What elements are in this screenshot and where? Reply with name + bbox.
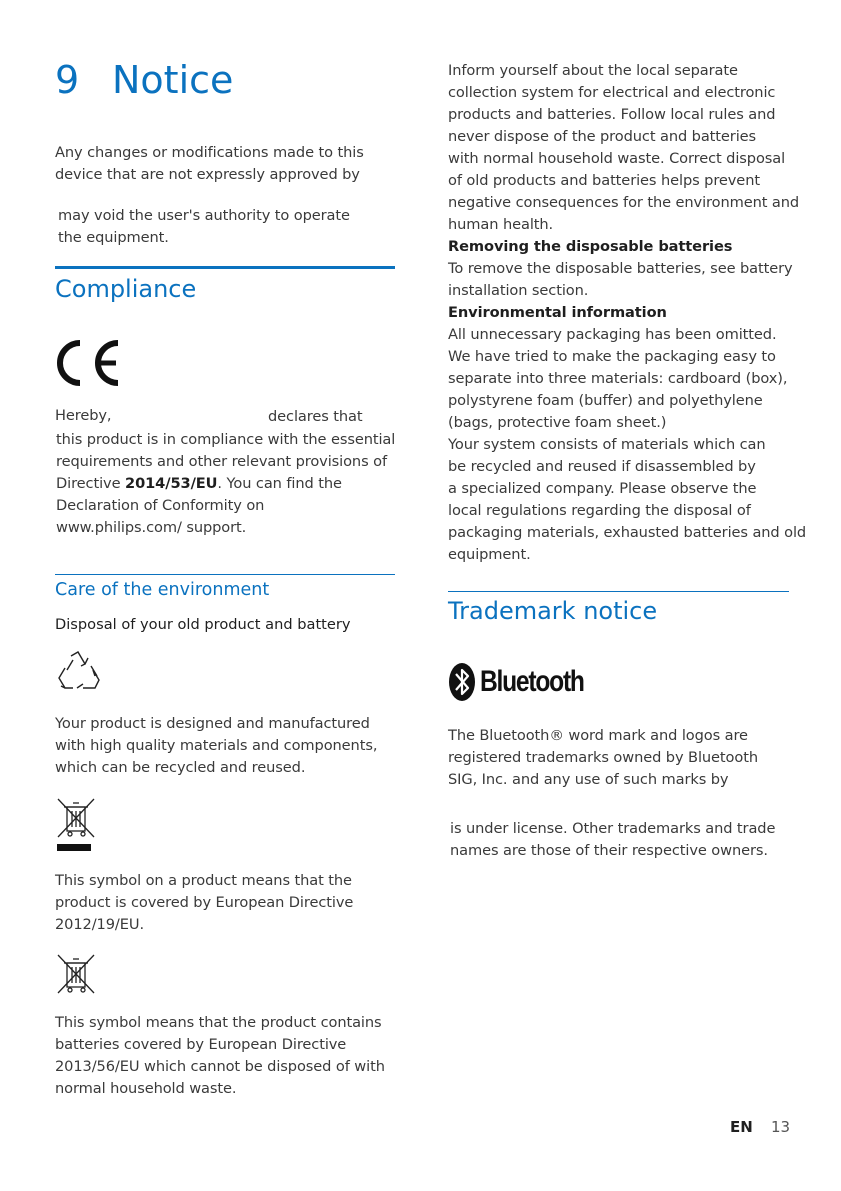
text-line: The Bluetooth® word mark and logos are: [448, 727, 748, 744]
bluetooth-wordmark: Bluetooth: [480, 665, 584, 698]
text-line: equipment.: [448, 546, 531, 563]
environment-heading: Care of the environment: [55, 580, 270, 600]
text-line: packaging materials, exhausted batteries and old: [448, 524, 807, 541]
text-line: negative consequences for the environment and: [448, 194, 800, 211]
trademark-paragraph-cont: [450, 818, 775, 862]
trademark-heading: Trademark notice: [448, 597, 658, 625]
text-line: may void the user's authority to operate: [58, 207, 350, 224]
directive-suffix: . You can find the: [217, 475, 342, 492]
bluetooth-logo: [448, 662, 606, 702]
weee-paragraph: [55, 870, 353, 936]
text-line: (bags, protective foam sheet.): [448, 414, 667, 431]
compliance-declares: declares that: [268, 408, 363, 425]
text-line: Declaration of Conformity on: [56, 497, 265, 514]
text-line: Inform yourself about the local separate: [448, 62, 738, 79]
text-line: the equipment.: [58, 229, 169, 246]
text-line: Your product is designed and manufactured: [55, 715, 370, 732]
text-line: with high quality materials and components,: [55, 737, 378, 754]
ce-mark-icon: [54, 338, 124, 388]
text-line: Any changes or modifications made to this: [55, 144, 364, 161]
recycle-paragraph: [55, 713, 377, 779]
directive-code: 2014/53/EU: [125, 475, 218, 492]
text-line: 2012/19/EU.: [55, 916, 144, 933]
text-line: this product is in compliance with the essential: [56, 431, 396, 448]
text-line: with normal household waste. Correct disposal: [448, 150, 786, 167]
text-line: polystyrene foam (buffer) and polyethylene: [448, 392, 763, 409]
text-line: never dispose of the product and batteries: [448, 128, 757, 145]
text-line: normal household waste.: [55, 1080, 237, 1097]
modifications-notice-cont: [58, 205, 350, 249]
environment-subheading: Disposal of your old product and battery: [55, 616, 351, 633]
text-line: device that are not expressly approved by: [55, 166, 360, 183]
text-line: products and batteries. Follow local rules and: [448, 106, 776, 123]
env-info-heading: Environmental information: [448, 304, 667, 321]
text-line: names are those of their respective owners.: [450, 842, 768, 859]
url-text: www.philips.com/ support.: [56, 519, 247, 536]
recycle-icon: [55, 650, 101, 694]
compliance-hereby: Hereby,: [55, 407, 112, 424]
section-number: 9: [55, 58, 80, 102]
section-divider: [55, 574, 395, 575]
trademark-paragraph: [448, 725, 758, 791]
removing-heading: Removing the disposable batteries: [448, 238, 733, 255]
directive-line: [56, 473, 395, 495]
text-line: batteries covered by European Directive: [55, 1036, 347, 1053]
text-line: a specialized company. Please observe the: [448, 480, 757, 497]
text-line: All unnecessary packaging has been omitted.: [448, 326, 777, 343]
text-line: installation section.: [448, 282, 589, 299]
text-line: requirements and other relevant provisions of: [56, 453, 387, 470]
bluetooth-icon: [448, 662, 476, 702]
page-title: Notice: [112, 58, 234, 102]
text-line: This symbol on a product means that the: [55, 872, 352, 889]
text-line: To remove the disposable batteries, see battery: [448, 260, 793, 277]
inform-paragraph: [448, 60, 806, 566]
language-code: EN: [730, 1118, 753, 1136]
text-line: collection system for electrical and electronic: [448, 84, 776, 101]
modifications-notice: [55, 142, 364, 186]
text-line: SIG, Inc. and any use of such marks by: [448, 771, 729, 788]
battery-paragraph: [55, 1012, 385, 1100]
text-line: is under license. Other trademarks and trade: [450, 820, 776, 837]
text-line: product is covered by European Directive: [55, 894, 354, 911]
section-divider: [55, 266, 395, 269]
battery-crossed-bin-icon: [55, 953, 97, 997]
text-line: We have tried to make the packaging easy to: [448, 348, 776, 365]
compliance-heading: Compliance: [55, 275, 197, 303]
text-line: 2013/56/EU which cannot be disposed of with: [55, 1058, 385, 1075]
text-line: Your system consists of materials which can: [448, 436, 766, 453]
text-line: separate into three materials: cardboard (box),: [448, 370, 788, 387]
text-line: human health.: [448, 216, 554, 233]
crossed-bin-icon: [55, 797, 97, 855]
page-number: 13: [771, 1118, 791, 1136]
text-line: This symbol means that the product contains: [55, 1014, 382, 1031]
text-line: registered trademarks owned by Bluetooth: [448, 749, 758, 766]
text-line: which can be recycled and reused.: [55, 759, 306, 776]
text-line: be recycled and reused if disassembled by: [448, 458, 756, 475]
text-line: of old products and batteries helps prevent: [448, 172, 760, 189]
text-line: local regulations regarding the disposal of: [448, 502, 751, 519]
directive-prefix: Directive: [56, 475, 126, 492]
compliance-statement: [56, 429, 395, 539]
section-divider: [448, 591, 789, 592]
